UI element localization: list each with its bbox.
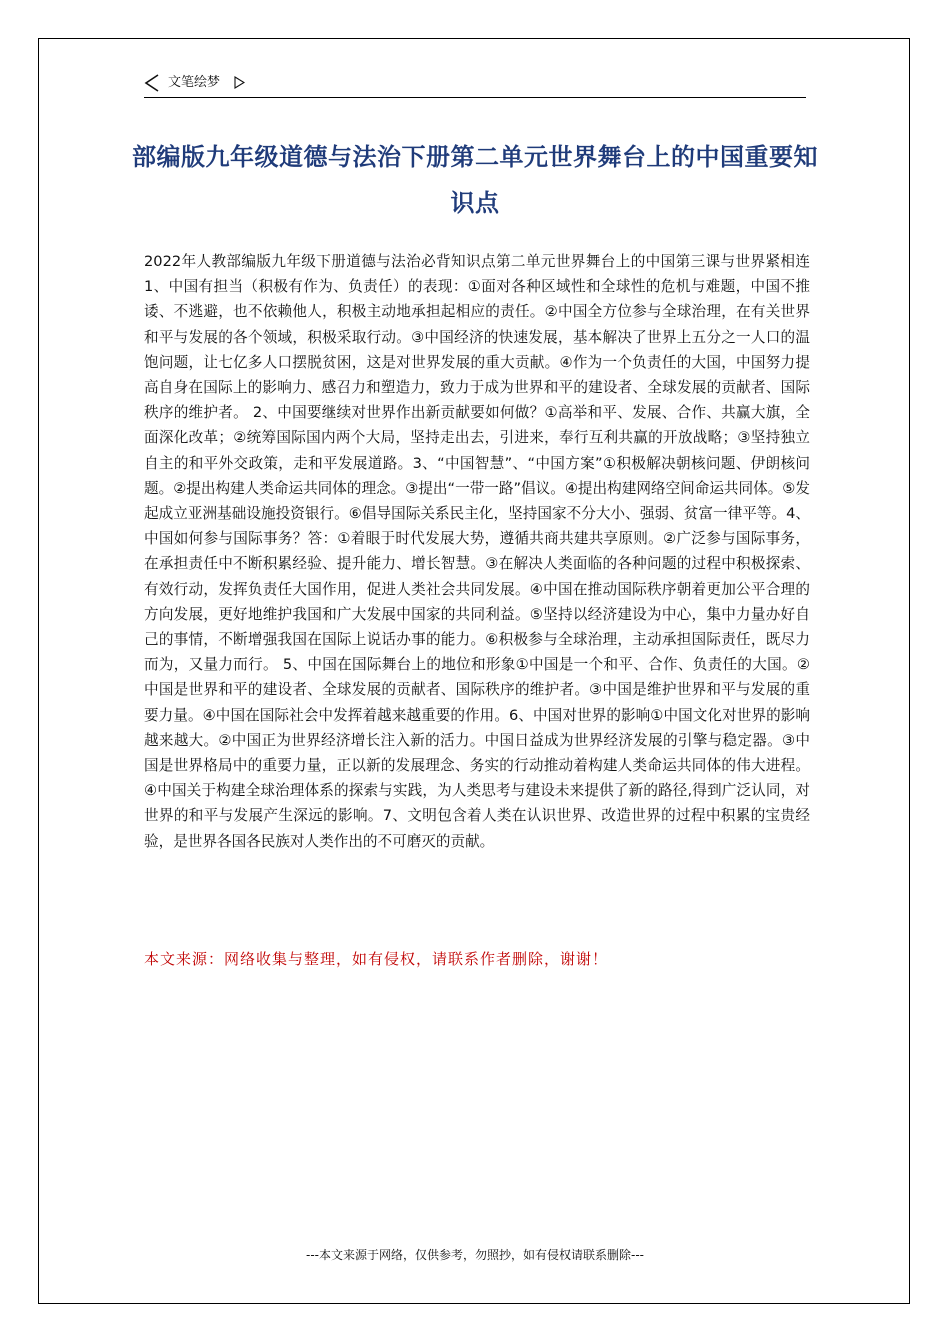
source-note: 本文来源：网络收集与整理，如有侵权，请联系作者删除，谢谢！ <box>144 950 609 968</box>
page-footer: ---本文来源于网络，仅供参考，勿照抄，如有侵权请联系删除--- <box>306 1248 644 1262</box>
document-body: 2022年人教部编版九年级下册道德与法治必背知识点第二单元世界舞台上的中国第三课与世界紧相连 1、中国有担当（积极有作为、负责任）的表现：①面对各种区域性和全球性的危机与难题，中国不推诿、不逃避，也不依赖他人，积极主动地承担起相应的责任。②中国全方位参与全球治理，在有关世界和平与发展的各个领域，积极采取行动。③中国经济的快速发展，基本解决了世界上五分之一人口的温饱问题，让七亿多人口摆脱贫困，这是对世界发展的重大贡献。④作为一个负责任的大国，中国努力提高自身在国际上的影响力、感召力和塑造力，致力于成为世界和平的建设者、全球发展的贡献者、国际秩序的维护者。 2、中国要继续对世界作出新贡献要如何做？①高举和平、发展、合作、共赢大旗，全面深化改革；②统筹国际国内两个大局，坚持走出去，引进来，奉行互利共赢的开放战略；③坚持独立自主的和平外交政策，走和平发展道路。3、“中国智慧”、“中国方案”①积极解决朝核问题、伊朗核问题。②提出构建人类命运共同体的理念。③提出“一带一路”倡议。④提出构建网络空间命运共同体。⑤发起成立亚洲基础设施投资银行。⑥倡导国际关系民主化，坚持国家不分大小、强弱、贫富一律平等。4、中国如何参与国际事务？答：①着眼于时代发展大势，遵循共商共建共享原则。②广泛参与国际事务，在承担责任中不断积累经验、提升能力、增长智慧。③在解决人类面临的各种问题的过程中积极探索、有效行动，发挥负责任大国作用，促进人类社会共同发展。④中国在推动国际秩序朝着更加公平合理的方向发展，更好地维护我国和广大发展中国家的共同利益。⑤坚持以经济建设为中心，集中力量办好自己的事情，不断增强我国在国际上说话办事的能力。⑥积极参与全球治理，主动承担国际责任，既尽力而为，又量力而行。 5、中国在国际舞台上的地位和形象①中国是一个和平、合作、负责任的大国。②中国是世界和平的建设者、全球发展的贡献者、国际秩序的维护者。③中国是维护世界和平与发展的重要力量。④中国在国际社会中发挥着越来越重要的作用。6、中国对世界的影响①中国文化对世界的影响越来越大。②中国正为世界经济增长注入新的活力。中国日益成为世界经济发展的引擎与稳定器。③中国是世界格局中的重要力量，正以新的发展理念、务实的行动推动着构建人类命运共同体的伟大进程。④中国关于构建全球治理体系的探索与实践，为人类思考与建设未来提供了新的路径,得到广泛认同，对世界的和平与发展产生深远的影响。7、文明包含着人类在认识世界、改造世界的过程中积累的宝贵经验，是世界各国各民族对人类作出的不可磨灭的贡献。 <box>144 253 810 850</box>
header-brand: 文笔绘梦 <box>168 75 221 90</box>
document-title: 部编版九年级道德与法治下册第二单元世界舞台上的中国重要知识点 <box>132 143 818 217</box>
right-triangle-arrow-icon <box>234 76 245 89</box>
page-header <box>144 72 806 98</box>
left-triangle-arrow-icon <box>144 74 160 92</box>
